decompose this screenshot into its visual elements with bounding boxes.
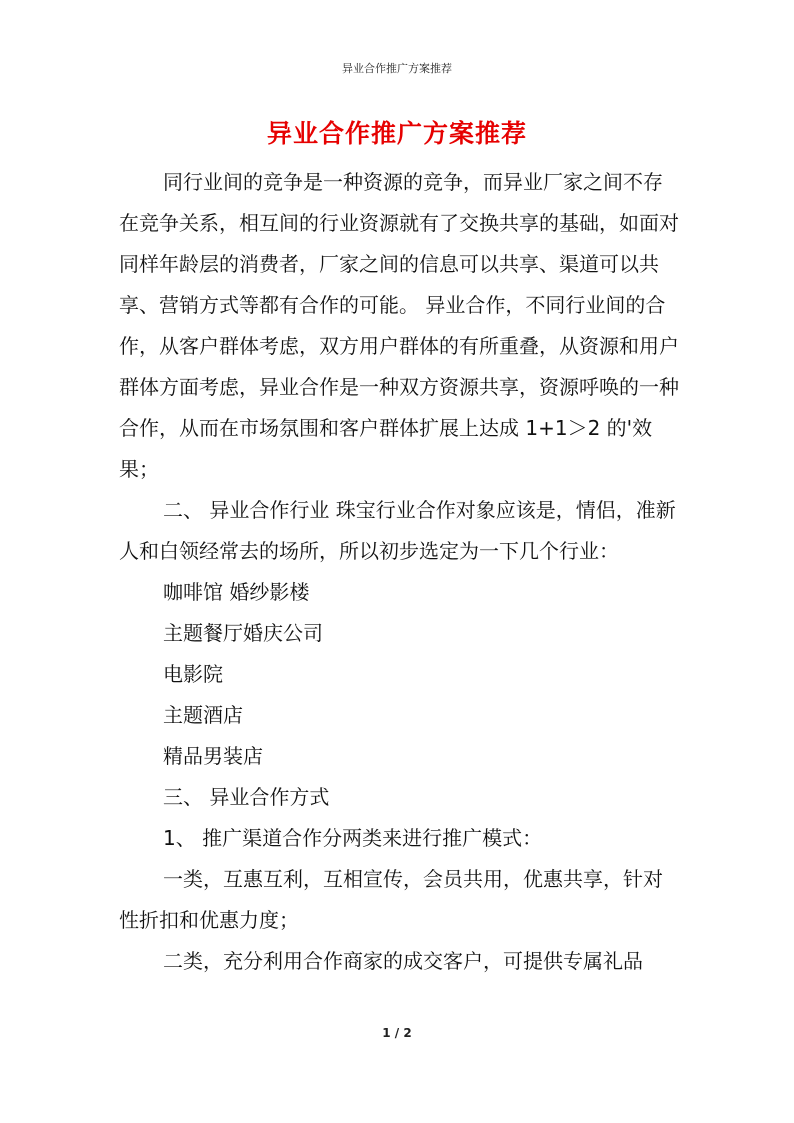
list-item: 精品男装店 bbox=[163, 744, 263, 768]
list-item: 咖啡馆 婚纱影楼 bbox=[163, 580, 310, 604]
document-title: 异业合作推广方案推荐 bbox=[266, 119, 527, 148]
subsection-heading: 1、 推广渠道合作分两类来进行推广模式： bbox=[163, 826, 543, 850]
list-item: 主题酒店 bbox=[163, 703, 243, 727]
running-header: 异业合作推广方案推荐 bbox=[342, 62, 452, 75]
document-body bbox=[119, 162, 679, 982]
list-item: 电影院 bbox=[163, 662, 223, 686]
paragraph-type-two: 二类，充分利用合作商家的成交客户，可提供专属礼品 bbox=[163, 949, 643, 973]
paragraph-section-two: 二、 异业合作行业 珠宝行业合作对象应该是，情侣，准新人和白领经常去的场所，所以初步选定为一下几个行业： bbox=[119, 498, 676, 563]
list-item: 主题餐厅婚庆公司 bbox=[163, 621, 323, 645]
paragraph-intro: 同行业间的竞争是一种资源的竞争，而异业厂家之间不存在竞争关系，相互间的行业资源就有了交换共享的基础，如面对同样年龄层的消费者，厂家之间的信息可以共享、渠道可以共享、营销方式等都有合作的可能。 异业合作，不同行业间的合作，从客户群体考虑，双方用户群体的有所重叠，从资源和用户群体方面考虑，异业合作是一种双方资源共享，资源呼唤的一种合作，从而在市场氛围和客户群体扩展上达成 1+1＞2 的'效果； bbox=[119, 170, 679, 481]
page-number: 1 / 2 bbox=[382, 1026, 412, 1040]
paragraph-type-one: 一类，互惠互利，互相宣传，会员共用，优惠共享，针对性折扣和优惠力度； bbox=[119, 867, 663, 932]
section-heading-three: 三、 异业合作方式 bbox=[163, 785, 330, 809]
